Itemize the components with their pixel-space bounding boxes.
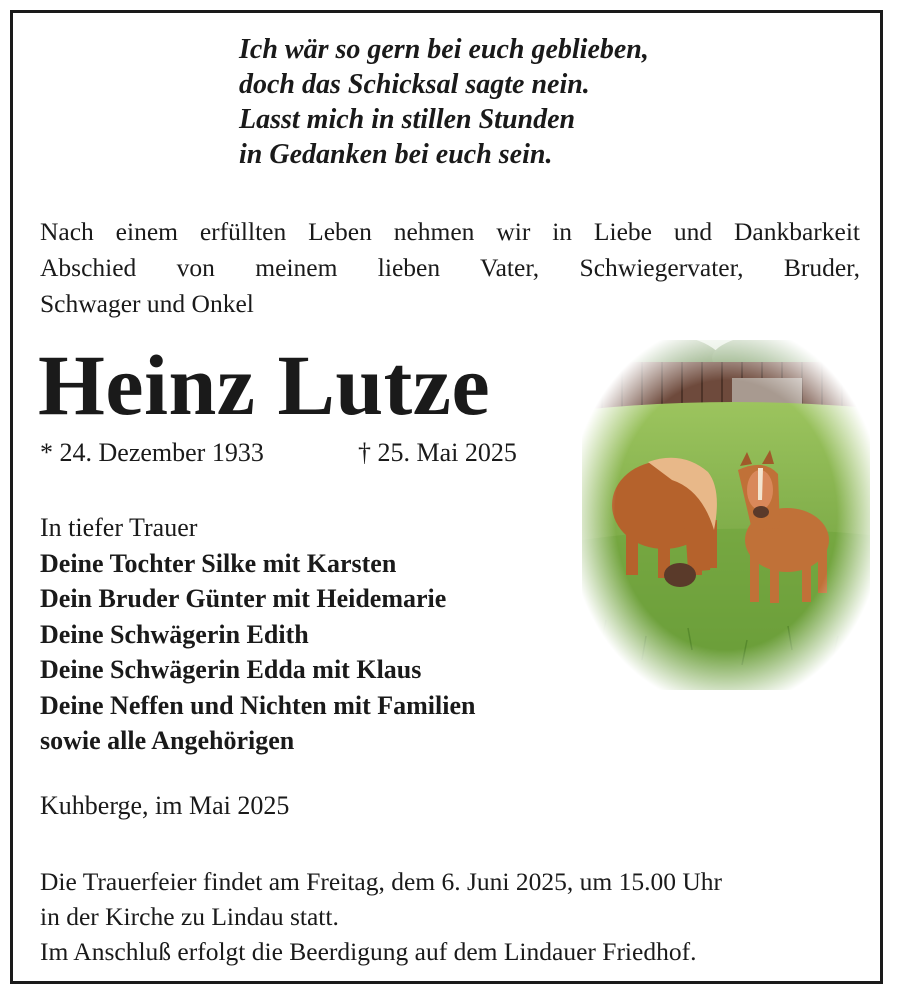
mourners-heading: In tiefer Trauer — [40, 513, 198, 542]
ceremony-info — [40, 864, 722, 969]
death-date: † 25. Mai 2025 — [358, 438, 517, 467]
mourner-name: sowie alle Angehörigen — [40, 726, 295, 755]
pony-photo-image — [582, 340, 870, 690]
poem-line: in Gedanken bei euch sein. — [239, 139, 553, 170]
memorial-poem — [239, 32, 649, 172]
mourner-name: Deine Neffen und Nichten mit Familien — [40, 690, 476, 720]
pony-photo — [582, 340, 870, 690]
mourner-name: Deine Schwägerin Edda mit Klaus — [40, 655, 422, 684]
life-dates — [40, 437, 517, 469]
intro-line: Schwager und Onkel — [40, 289, 254, 318]
intro-text — [40, 214, 860, 322]
ceremony-line: Im Anschluß erfolgt die Beerdigung auf dem Lindauer Friedhof. — [40, 937, 697, 966]
poem-line: Ich wär so gern bei euch geblieben, — [239, 34, 649, 65]
place-and-date: Kuhberge, im Mai 2025 — [40, 791, 290, 820]
ceremony-line: Die Trauerfeier findet am Freitag, dem 6. Juni 2025, um 15.00 Uhr — [40, 867, 723, 896]
mourner-name: Dein Bruder Günter mit Heidemarie — [40, 584, 447, 613]
birth-date: * 24. Dezember 1933 — [40, 438, 264, 467]
intro-line: Abschied von meinem lieben Vater, Schwiegervater, Bruder, — [40, 253, 860, 282]
poem-line: doch das Schicksal sagte nein. — [239, 69, 590, 100]
mourner-name: Deine Schwägerin Edith — [40, 619, 309, 649]
poem-line: Lasst mich in stillen Stunden — [239, 104, 576, 135]
ceremony-line: in der Kirche zu Lindau statt. — [40, 902, 339, 931]
deceased-name: Heinz Lutze — [38, 337, 491, 433]
mourner-name: Deine Tochter Silke mit Karsten — [40, 548, 397, 578]
mourners-list — [40, 510, 475, 759]
intro-line: Nach einem erfüllten Leben nehmen wir in Liebe und Dankbarkeit — [40, 217, 860, 246]
